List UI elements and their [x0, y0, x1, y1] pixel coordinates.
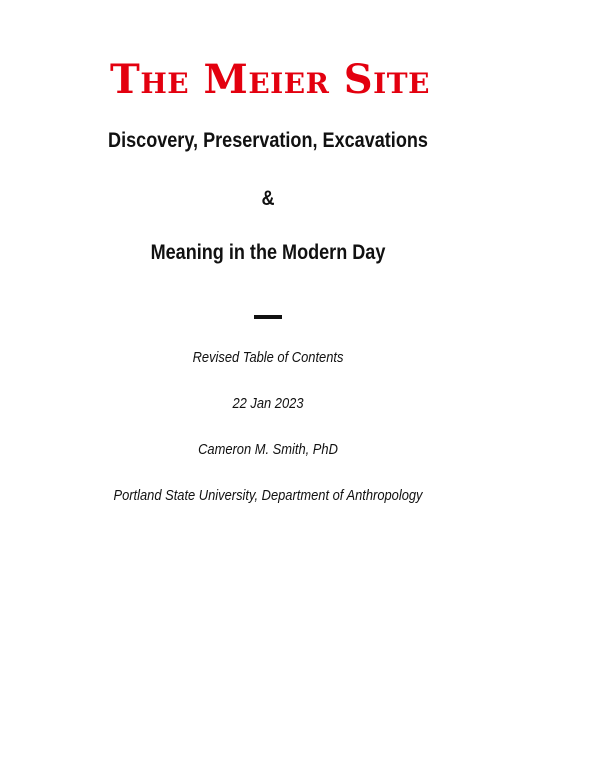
divider-rule	[254, 315, 282, 319]
subtitle-ampersand: &	[261, 187, 275, 210]
author-affiliation: Portland State University, Department of Anthropology	[113, 487, 423, 504]
document-label: Revised Table of Contents	[192, 349, 344, 366]
author-name: Cameron M. Smith, PhD	[198, 441, 338, 458]
subtitle-line-2: Meaning in the Modern Day	[150, 241, 386, 264]
subtitle-line-1: Discovery, Preservation, Excavations	[108, 129, 428, 152]
document-title: The Meier Site	[110, 56, 430, 103]
document-date: 22 Jan 2023	[232, 395, 304, 412]
